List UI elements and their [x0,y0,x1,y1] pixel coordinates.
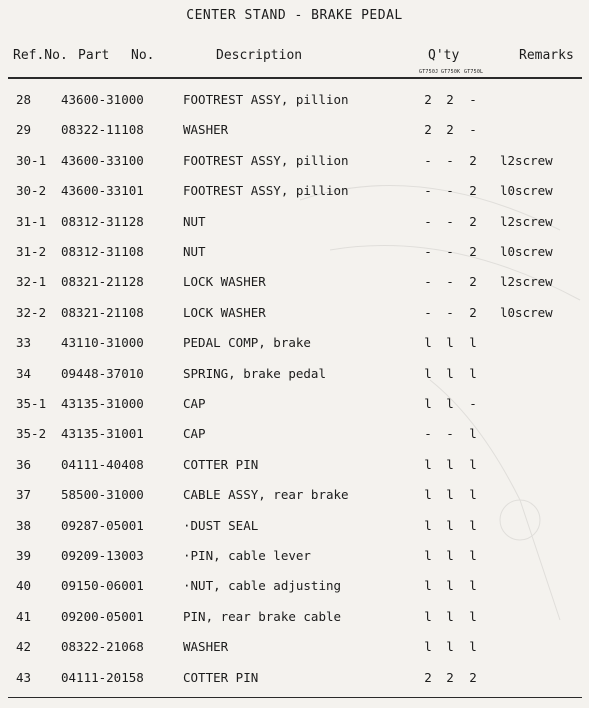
part-no: 09200-05001 [61,608,144,624]
qty-model-2: l [446,578,454,594]
qty-model-2: l [446,517,454,533]
ref-no: 28 [16,92,32,107]
qty-model-2: - [446,426,454,442]
qty-model-2: - [446,244,454,259]
part-no: 09287-05001 [61,517,144,533]
table-row [0,335,589,355]
header-model-1: GT750J [419,69,439,75]
qty-model-3: l [469,578,477,594]
table-row [0,366,589,386]
qty-model-3: l [469,335,477,351]
qty-model-3: l [469,487,477,503]
qty-model-3: 2 [469,213,477,229]
header-qty: Q'ty [428,48,460,63]
ref-no: 34 [16,365,32,381]
part-no: 43135-31001 [61,426,144,442]
table-row [0,518,589,538]
ref-no: 30-1 [16,152,47,168]
qty-model-2: l [446,335,454,351]
ref-no: 31-1 [16,213,47,229]
qty-model-3: l [469,548,477,563]
qty-model-3: 2 [469,183,477,199]
ref-no: 35-1 [16,396,47,411]
qty-model-3: 2 [469,244,477,259]
qty-model-3: 2 [469,669,477,685]
qty-model-2: - [446,274,454,290]
ref-no: 30-2 [16,183,47,199]
qty-model-1: l [424,517,432,533]
ref-no: 37 [16,487,32,503]
part-no: 43110-31000 [61,335,144,351]
ref-no: 33 [16,335,32,351]
part-no: 04111-40408 [61,456,144,472]
qty-model-1: - [424,304,432,320]
description: FOOTREST ASSY, pillion [183,152,349,168]
qty-model-2: - [446,304,454,320]
qty-model-3: l [469,456,477,472]
qty-model-1: l [424,335,432,351]
ref-no: 41 [16,608,32,624]
header-no: No. [131,48,155,63]
footer-rule [8,697,582,698]
qty-model-1: 2 [424,122,432,138]
qty-model-3: l [469,517,477,533]
table-row [0,244,589,264]
qty-model-1: 2 [424,92,432,107]
qty-model-2: - [446,183,454,199]
header-ref-no: Ref.No. [13,48,68,63]
ref-no: 43 [16,669,32,685]
description: FOOTREST ASSY, pillion [183,92,349,107]
qty-model-1: - [424,183,432,199]
header-model-2: GT750K [441,69,461,75]
header-part: Part [78,48,110,63]
ref-no: 35-2 [16,426,47,442]
description: PEDAL COMP, brake [183,335,311,351]
ref-no: 31-2 [16,244,47,259]
qty-model-1: - [424,426,432,442]
qty-model-3: 2 [469,152,477,168]
table-row [0,274,589,294]
qty-model-1: - [424,213,432,229]
table-row [0,548,589,568]
part-no: 08321-21108 [61,304,144,320]
table-row [0,426,589,446]
qty-model-1: l [424,639,432,655]
qty-model-1: l [424,548,432,563]
qty-model-2: 2 [446,92,454,107]
header-model-3: GT750L [464,69,484,75]
table-row [0,122,589,142]
table-row [0,639,589,659]
part-no: 08322-21068 [61,639,144,655]
part-no: 08321-21128 [61,274,144,290]
part-no: 08312-31108 [61,244,144,259]
qty-model-2: - [446,152,454,168]
description: LOCK WASHER [183,274,266,290]
qty-model-2: - [446,213,454,229]
part-no: 04111-20158 [61,669,144,685]
description: ·NUT, cable adjusting [183,578,342,594]
table-row [0,396,589,416]
description: PIN, rear brake cable [183,608,342,624]
table-row [0,214,589,234]
description: WASHER [183,122,229,138]
header-rule [8,77,582,79]
qty-model-2: 2 [446,122,454,138]
qty-model-3: 2 [469,274,477,290]
table-row [0,92,589,112]
table-row [0,457,589,477]
description: FOOTREST ASSY, pillion [183,183,349,199]
ref-no: 36 [16,456,32,472]
description: ·PIN, cable lever [183,548,311,563]
qty-model-1: 2 [424,669,432,685]
qty-model-2: l [446,548,454,563]
ref-no: 32-1 [16,274,47,290]
remarks: l2screw [500,213,553,229]
ref-no: 32-2 [16,304,47,320]
qty-model-2: l [446,487,454,503]
qty-model-1: l [424,365,432,381]
page-title: CENTER STAND - BRAKE PEDAL [186,8,403,23]
qty-model-1: l [424,608,432,624]
description: CABLE ASSY, rear brake [183,487,349,503]
part-no: 09209-13003 [61,548,144,563]
qty-model-2: l [446,396,454,411]
qty-model-1: l [424,487,432,503]
description: CAP [183,426,206,442]
qty-model-1: l [424,578,432,594]
ref-no: 29 [16,122,32,138]
remarks: l2screw [500,152,553,168]
qty-model-3: 2 [469,304,477,320]
qty-model-2: l [446,365,454,381]
part-no: 58500-31000 [61,487,144,503]
part-no: 09448-37010 [61,365,144,381]
table-row [0,183,589,203]
qty-model-3: - [469,396,477,411]
part-no: 08312-31128 [61,213,144,229]
qty-model-2: l [446,608,454,624]
remarks: l0screw [500,304,553,320]
description: NUT [183,244,206,259]
qty-model-3: l [469,365,477,381]
qty-model-3: l [469,426,477,442]
description: SPRING, brake pedal [183,365,326,381]
qty-model-2: l [446,639,454,655]
remarks: l0screw [500,244,553,259]
qty-model-3: - [469,92,477,107]
ref-no: 42 [16,639,32,655]
qty-model-1: l [424,456,432,472]
table-row [0,153,589,173]
qty-model-3: l [469,639,477,655]
description: COTTER PIN [183,456,259,472]
description: NUT [183,213,206,229]
table-row [0,487,589,507]
qty-model-1: - [424,274,432,290]
part-no: 09150-06001 [61,578,144,594]
table-row [0,578,589,598]
table-row [0,305,589,325]
table-row [0,609,589,629]
qty-model-2: l [446,456,454,472]
part-no: 08322-11108 [61,122,144,138]
ref-no: 40 [16,578,32,594]
qty-model-3: l [469,608,477,624]
ref-no: 38 [16,517,32,533]
qty-model-1: - [424,152,432,168]
part-no: 43600-31000 [61,92,144,107]
header-description: Description [216,48,303,63]
remarks: l2screw [500,274,553,290]
description: COTTER PIN [183,669,259,685]
qty-model-2: 2 [446,669,454,685]
part-no: 43600-33101 [61,183,144,199]
qty-model-1: l [424,396,432,411]
description: WASHER [183,639,229,655]
table-row [0,670,589,690]
description: CAP [183,396,206,411]
part-no: 43600-33100 [61,152,144,168]
qty-model-3: - [469,122,477,138]
qty-model-1: - [424,244,432,259]
description: LOCK WASHER [183,304,266,320]
remarks: l0screw [500,183,553,199]
part-no: 43135-31000 [61,396,144,411]
header-remarks: Remarks [519,48,574,63]
description: ·DUST SEAL [183,517,259,533]
ref-no: 39 [16,548,32,563]
